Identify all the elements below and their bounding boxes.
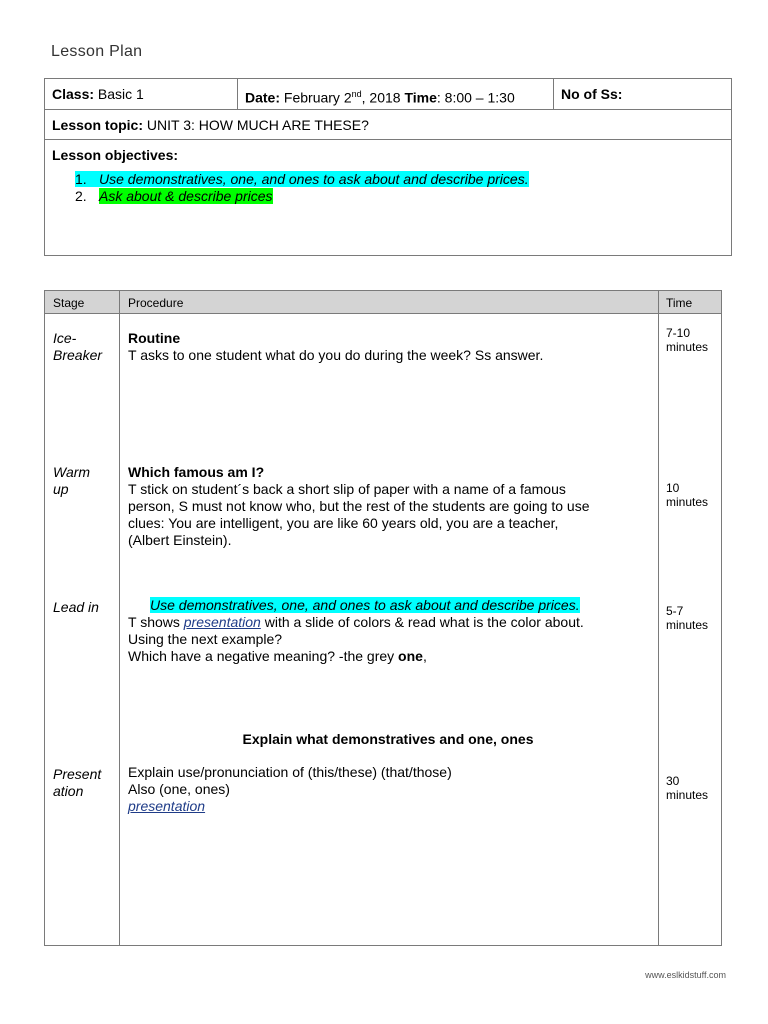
date-year: , 2018	[361, 89, 401, 106]
header-row-topic	[45, 110, 731, 140]
stage-line: Ice-	[53, 330, 77, 346]
procedure-presentation	[128, 764, 648, 815]
class-label: Class:	[52, 86, 95, 102]
page-title: Lesson Plan	[51, 43, 143, 60]
stage-leadin: Lead in	[53, 599, 99, 615]
footer-url: www.eslkidstuff.com	[645, 970, 726, 980]
topic-label: Lesson topic:	[52, 117, 144, 133]
time-line: 5-7	[666, 604, 684, 618]
date-suffix: nd	[351, 89, 362, 99]
presentation-link[interactable]: presentation	[128, 798, 206, 814]
activity-text: Also (one, ones)	[128, 781, 230, 797]
procedure-icebreaker	[128, 330, 648, 364]
date-value: February 2	[283, 89, 352, 106]
students-cell	[554, 79, 731, 109]
activity-text	[128, 614, 648, 631]
activity-text: Explain use/pronunciation of (this/these) (that/those)	[128, 764, 452, 780]
procedure-warmup	[128, 464, 648, 549]
time-value: : 8:00 – 1:30	[436, 89, 515, 106]
stage-line: ation	[53, 783, 84, 799]
procedure-leadin	[128, 597, 648, 665]
text-fragment: ,	[422, 648, 427, 664]
text-fragment: Which have a negative meaning? -the grey	[128, 648, 399, 664]
stage-warmup	[53, 464, 90, 498]
time-leadin	[666, 604, 708, 632]
stage-presentation	[53, 766, 101, 800]
stage-column-header: Stage	[53, 296, 85, 310]
objective-item	[75, 188, 273, 204]
objective-reminder	[128, 597, 648, 614]
procedure-header-row	[45, 291, 721, 314]
time-icebreaker	[666, 326, 708, 354]
column-divider	[119, 291, 120, 945]
time-line: minutes	[666, 788, 709, 802]
text-bold: one	[398, 648, 423, 664]
objectives-label: Lesson objectives:	[52, 147, 179, 163]
time-presentation	[666, 774, 708, 802]
stage-line: Present	[53, 766, 102, 782]
activity-text: Using the next example?	[128, 631, 283, 647]
activity-text: (Albert Einstein).	[128, 532, 232, 548]
procedure-column-header: Procedure	[128, 296, 184, 310]
class-value: Basic 1	[97, 86, 144, 102]
time-line: 10	[666, 481, 680, 495]
column-divider	[658, 291, 659, 945]
activity-heading: Which famous am I?	[128, 464, 265, 480]
time-line: 30	[666, 774, 680, 788]
activity-text: clues: You are intelligent, you are like 60 years old, you are a teacher,	[128, 515, 559, 531]
objective-number: 2.	[75, 188, 87, 204]
objective-item	[75, 171, 529, 187]
activity-text: T stick on student´s back a short slip of paper with a name of a famous	[128, 481, 566, 497]
time-line: minutes	[666, 495, 709, 509]
objective-number: 1.	[75, 171, 87, 187]
date-label: Date:	[245, 89, 281, 106]
stage-line: Warm	[53, 464, 91, 480]
section-heading: Explain what demonstratives and one, ones	[242, 731, 534, 747]
lesson-header-table	[44, 78, 732, 256]
activity-text: T asks to one student what do you do during the week? Ss answer.	[128, 347, 544, 363]
stage-line: up	[53, 481, 69, 497]
date-time-cell	[238, 79, 554, 109]
objective-text: Use demonstratives, one, and ones to ask about and describe prices.	[99, 171, 529, 187]
time-line: minutes	[666, 340, 709, 354]
activity-text: person, S must not know who, but the rest of the students are going to use	[128, 498, 590, 514]
objective-text: Ask about & describe prices	[99, 188, 273, 204]
time-column-header: Time	[666, 296, 693, 310]
header-row-info	[45, 79, 731, 110]
time-warmup	[666, 481, 708, 509]
objective-highlight: Use demonstratives, one, and ones to ask about and describe prices.	[150, 597, 580, 613]
time-line: minutes	[666, 618, 709, 632]
text-fragment: with a slide of colors & read what is the color about.	[260, 614, 584, 630]
class-cell	[45, 79, 238, 109]
stage-icebreaker	[53, 330, 102, 364]
lesson-topic	[52, 110, 369, 140]
activity-heading: Routine	[128, 330, 181, 346]
time-label: Time	[404, 89, 437, 106]
topic-value: UNIT 3: HOW MUCH ARE THESE?	[146, 117, 369, 133]
students-label: No of Ss:	[561, 86, 623, 102]
activity-text	[128, 648, 648, 665]
procedure-table	[44, 290, 722, 946]
presentation-link[interactable]: presentation	[183, 614, 261, 630]
text-fragment: T shows	[128, 614, 184, 630]
time-line: 7-10	[666, 326, 691, 340]
stage-line: Breaker	[53, 347, 103, 363]
